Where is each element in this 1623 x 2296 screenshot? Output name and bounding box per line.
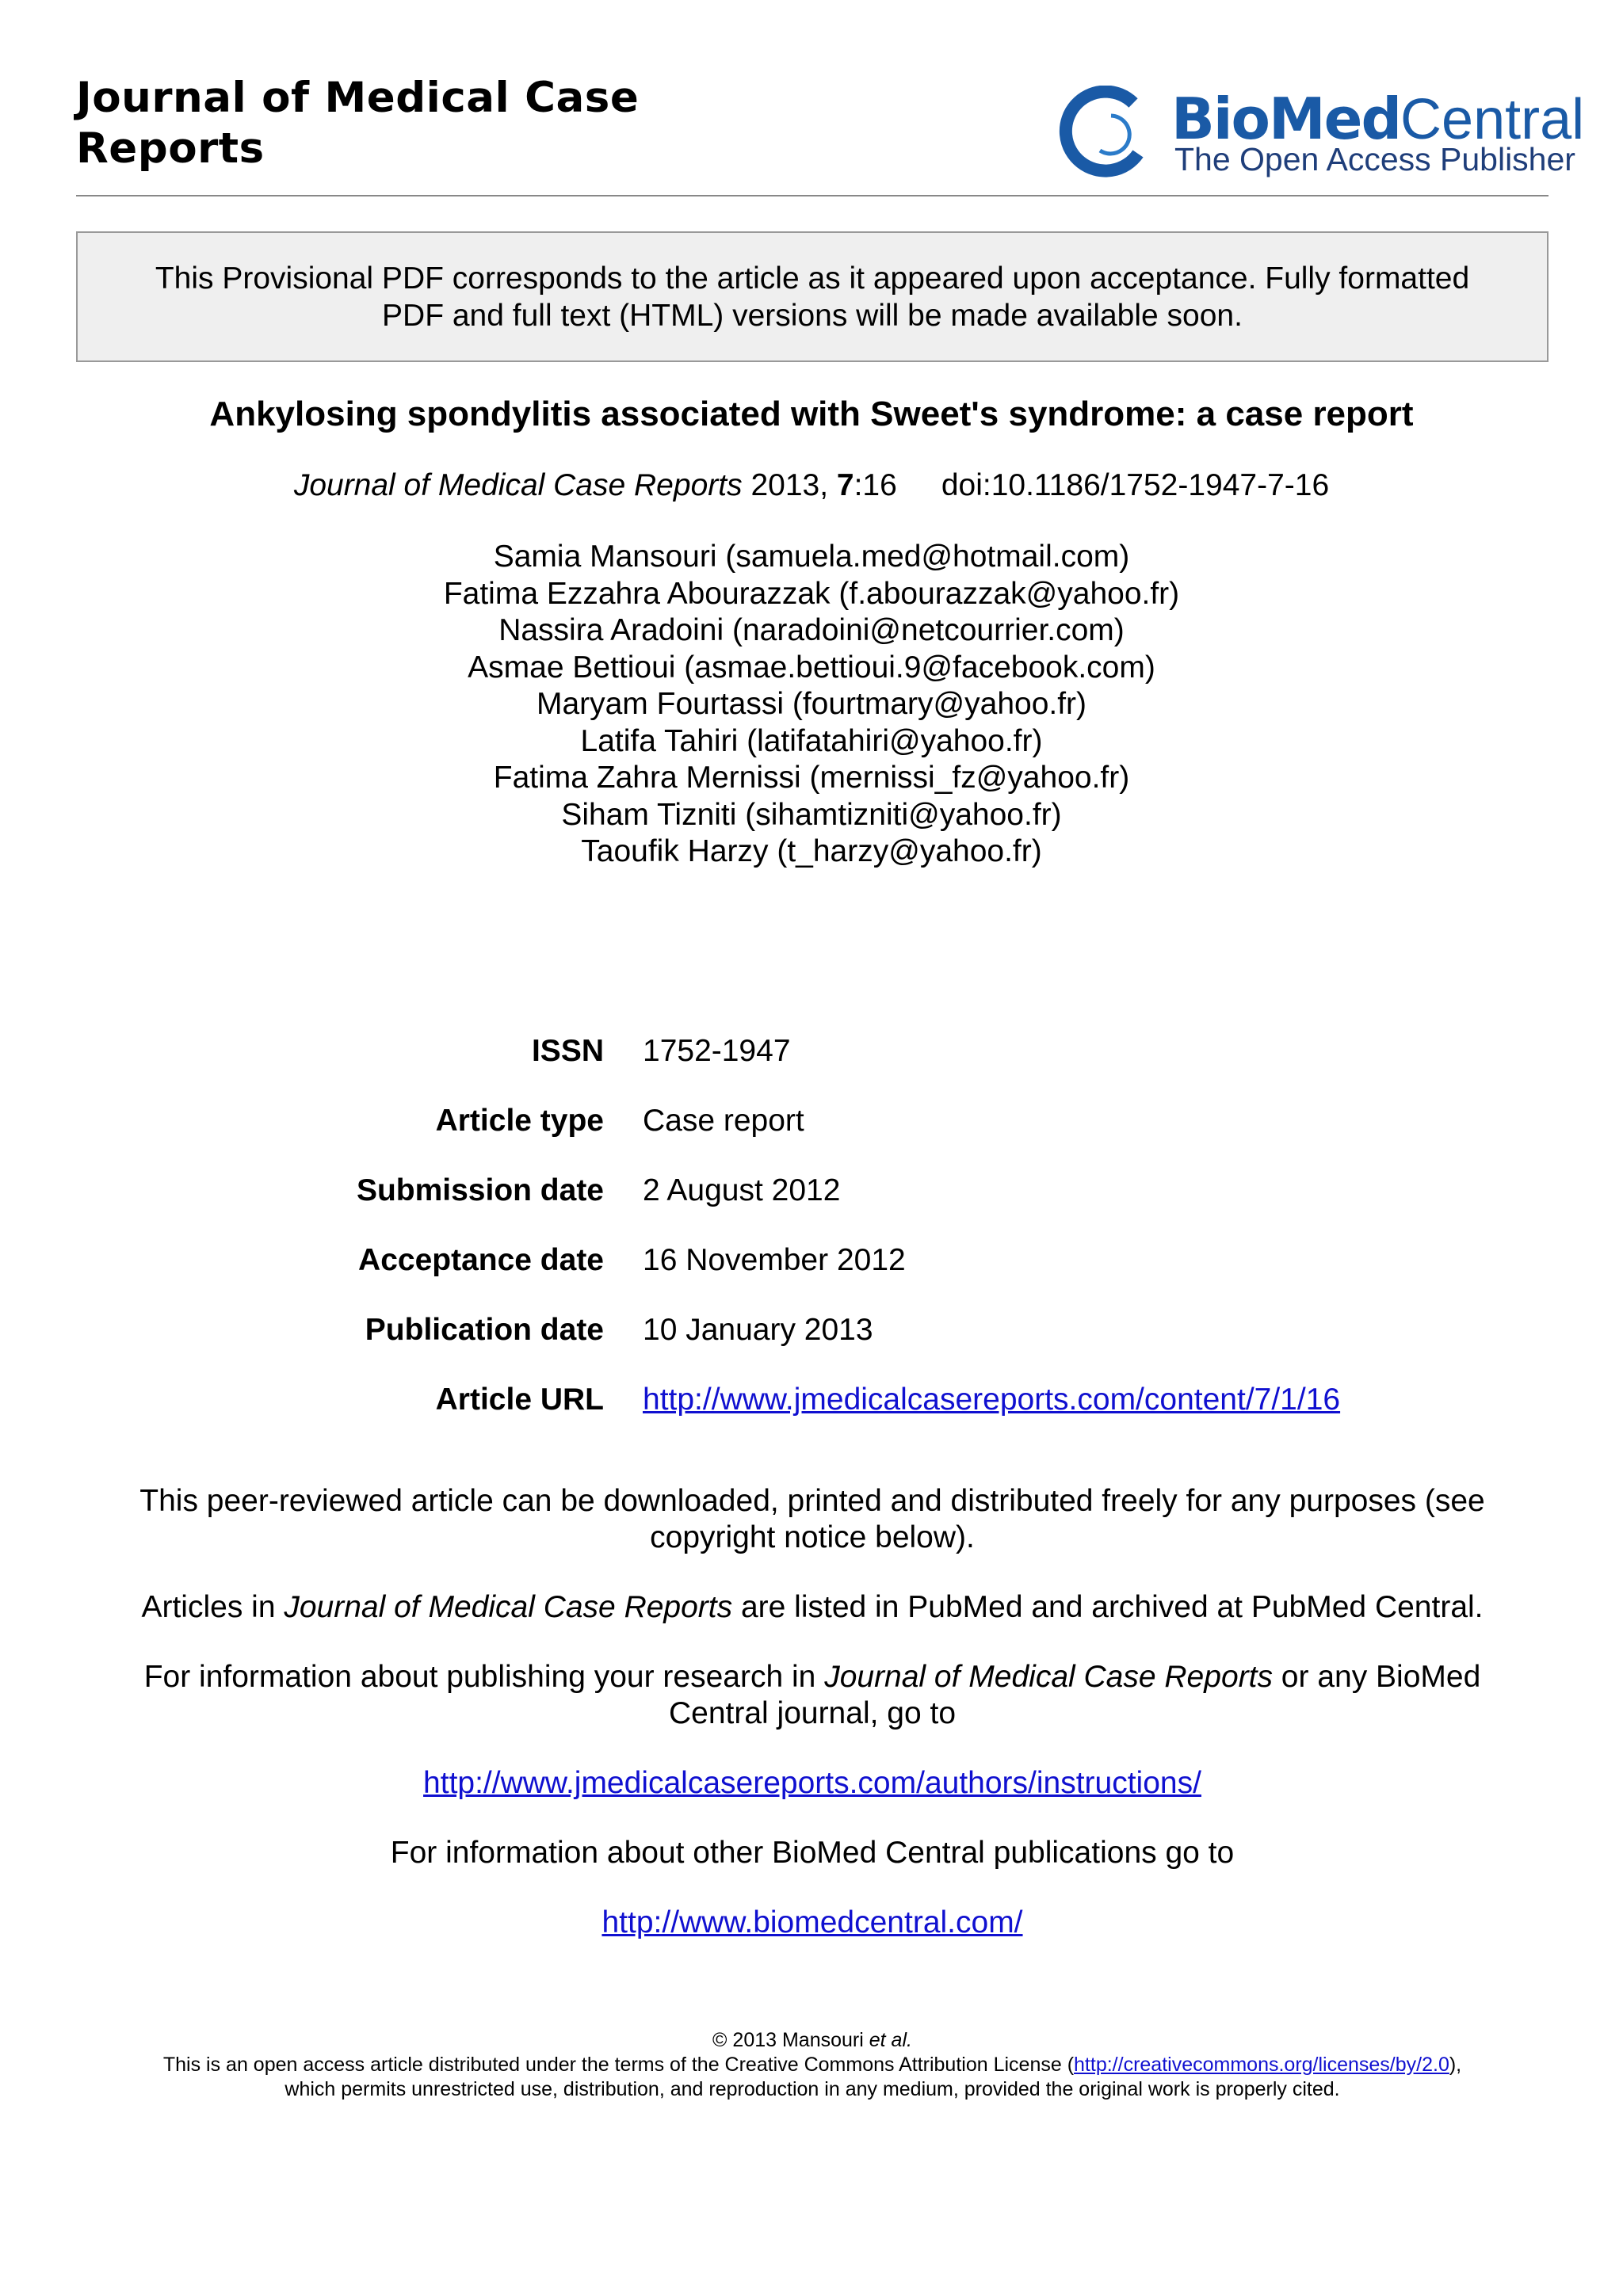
logo-brand-bold: BioMed [1171, 86, 1401, 152]
notice-line-1: This Provisional PDF corresponds to the article as it appeared upon acceptance. Fully formatted [155, 261, 1470, 296]
metadata-value: 1752-1947 [643, 1034, 791, 1068]
journal-title: Journal of Medical Case Reports [76, 74, 640, 173]
biomed-link-row [76, 1905, 1549, 1941]
metadata-row-issn [0, 1034, 1623, 1104]
license-line [76, 2053, 1549, 2077]
provisional-notice-box [76, 231, 1549, 362]
metadata-label: Article type [435, 1104, 604, 1138]
author-item: Siham Tizniti (sihamtizniti@yahoo.fr) [561, 797, 1062, 832]
license-prefix: This is an open access article distributed under the terms of the Creative Commons Attribution License ( [162, 2054, 1075, 2076]
author-item: Fatima Zahra Mernissi (mernissi_fz@yahoo.fr) [493, 761, 1130, 795]
citation-volume: 7 [836, 468, 854, 502]
metadata-label: Acceptance date [358, 1243, 604, 1277]
license-terms-line: which permits unrestricted use, distribution, and reproduction in any medium, provided the original work is properly cited. [285, 2078, 1340, 2100]
pubmed-journal: Journal of Medical Case Reports [284, 1590, 733, 1624]
metadata-value: 2 August 2012 [643, 1173, 841, 1207]
metadata-label: Publication date [365, 1313, 604, 1347]
author-item: Maryam Fourtassi (fourtmary@yahoo.fr) [536, 687, 1087, 721]
biomed-central-logo[interactable] [1056, 79, 1585, 182]
article-url-link[interactable]: http://www.jmedicalcasereports.com/content/7/1/16 [643, 1383, 1341, 1417]
instructions-link-row [76, 1765, 1549, 1802]
citation-doi: doi:10.1186/1752-1947-7-16 [941, 468, 1330, 502]
notice-line-2: PDF and full text (HTML) versions will be made available soon. [382, 299, 1243, 333]
citation-article-number: :16 [854, 468, 897, 502]
article-info-text [76, 1483, 1549, 1974]
metadata-row-publication-date [0, 1313, 1623, 1383]
pubmed-notice [76, 1589, 1549, 1626]
author-item: Taoufik Harzy (t_harzy@yahoo.fr) [581, 834, 1042, 868]
header-divider [76, 195, 1549, 196]
peer-review-line-2: copyright notice below). [650, 1520, 975, 1554]
metadata-value: 10 January 2013 [643, 1313, 873, 1347]
metadata-row-article-url [0, 1383, 1623, 1452]
copyright-et-al: et al. [869, 2029, 912, 2051]
peer-review-line-1: This peer-reviewed article can be downloaded, printed and distributed freely for any purposes (see [139, 1484, 1485, 1518]
license-link[interactable]: http://creativecommons.org/licenses/by/2.0 [1074, 2054, 1449, 2076]
pubmed-prefix: Articles in [141, 1590, 285, 1624]
license-suffix: ), [1449, 2054, 1462, 2076]
metadata-row-submission-date [0, 1173, 1623, 1243]
info-journal: Journal of Medical Case Reports [824, 1660, 1273, 1694]
author-list [0, 539, 1623, 871]
peer-review-notice [76, 1483, 1549, 1556]
copyright-text: © 2013 Mansouri [712, 2029, 869, 2051]
citation-year: 2013, [750, 468, 829, 502]
copyright-footer [76, 2028, 1549, 2102]
biomedcentral-link[interactable]: http://www.biomedcentral.com/ [601, 1905, 1023, 1939]
author-item: Latifa Tahiri (latifatahiri@yahoo.fr) [580, 723, 1043, 758]
info-prefix: For information about publishing your research in [143, 1660, 825, 1694]
info-suffix: or any BioMed [1272, 1660, 1481, 1694]
citation-line [0, 467, 1623, 504]
author-item: Asmae Bettioui (asmae.bettioui.9@facebook.com) [468, 650, 1155, 685]
metadata-value: 16 November 2012 [643, 1243, 906, 1277]
metadata-value: Case report [643, 1104, 804, 1138]
metadata-label: ISSN [531, 1034, 604, 1068]
instructions-link[interactable]: http://www.jmedicalcasereports.com/authors/instructions/ [423, 1766, 1201, 1800]
pubmed-suffix: are listed in PubMed and archived at PubMed Central. [732, 1590, 1484, 1624]
copyright-line [76, 2028, 1549, 2053]
article-metadata-table [0, 1034, 1623, 1452]
citation-journal: Journal of Medical Case Reports [293, 468, 743, 502]
info-line-2: Central journal, go to [668, 1696, 957, 1730]
author-item: Samia Mansouri (samuela.med@hotmail.com) [493, 540, 1130, 574]
publishing-info [76, 1659, 1549, 1732]
author-item: Nassira Aradoini (naradoini@netcourrier.com) [498, 613, 1125, 647]
author-item: Fatima Ezzahra Abourazzak (f.abourazzak@yahoo.fr) [443, 576, 1180, 611]
biomed-logo-mark-icon [1056, 86, 1159, 181]
metadata-label: Submission date [356, 1173, 604, 1207]
other-publications-text: For information about other BioMed Central publications go to [390, 1836, 1235, 1870]
metadata-row-article-type [0, 1104, 1623, 1173]
logo-brand-light: Central [1400, 88, 1585, 151]
article-title: Ankylosing spondylitis associated with Sweet's syndrome: a case report [209, 395, 1414, 433]
metadata-label: Article URL [435, 1383, 604, 1417]
metadata-row-acceptance-date [0, 1243, 1623, 1313]
logo-tagline: The Open Access Publisher [1174, 141, 1575, 177]
